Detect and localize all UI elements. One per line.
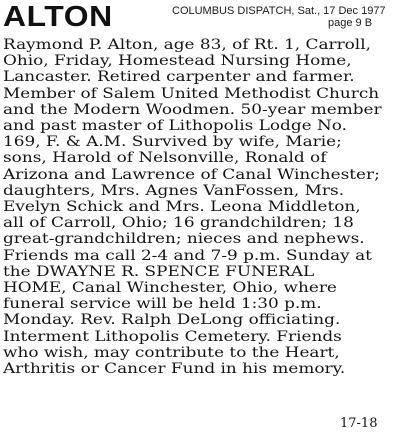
obituary-body [3,37,382,378]
obituary-line: funeral service will be held 1:30 p.m. [3,296,322,313]
obituary-line: Friends ma call 2-4 and 7-9 p.m. Sunday at [3,247,372,264]
obituary-line: who wish, may contribute to the Heart, [3,344,340,361]
obituary-line: sons, Harold of Nelsonville, Ronald of [3,150,327,167]
obituary-line: Arthritis or Cancer Fund in his memory. [3,361,346,378]
obituary-line: Lancaster. Retired carpenter and farmer. [3,69,355,86]
surname-heading: ALTON [3,1,113,33]
obituary-line: 169, F. & A.M. Survived by wife, Marie; [3,134,342,151]
obituary-line: all of Carroll, Ohio; 16 grandchildren; 18 [3,215,354,232]
source-citation: COLUMBUS DISPATCH, Sat., 17 Dec 1977 [172,5,386,17]
obituary-line: Evelyn Schick and Mrs. Leona Middleton, [3,199,361,216]
obituary-line: great-grandchildren; nieces and nephews. [3,231,365,248]
obituary-line: Interment Lithopolis Cemetery. Friends [3,328,342,345]
obituary-line: Ohio, Friday, Homestead Nursing Home, [3,53,352,70]
page-reference: page 9 B [328,17,373,29]
obituary-line: and past master of Lithopolis Lodge No. [3,118,347,135]
obituary-line: Member of Salem United Methodist Church [3,85,380,102]
obituary-line: Monday. Rev. Ralph DeLong officiating. [3,312,341,329]
obituary-line: HOME, Canal Winchester, Ohio, where [3,280,337,297]
obituary-line: and the Modern Woodmen. 50-year member [3,101,382,118]
obituary-line: daughters, Mrs. Agnes VanFossen, Mrs. [3,182,345,199]
clipping-reference-number: 17-18 [340,416,378,431]
obituary-line: the DWAYNE R. SPENCE FUNERAL [3,263,315,280]
obituary-line: Raymond P. Alton, age 83, of Rt. 1, Carroll, [3,37,371,53]
obituary-line: Arizona and Lawrence of Canal Winchester; [3,166,380,183]
